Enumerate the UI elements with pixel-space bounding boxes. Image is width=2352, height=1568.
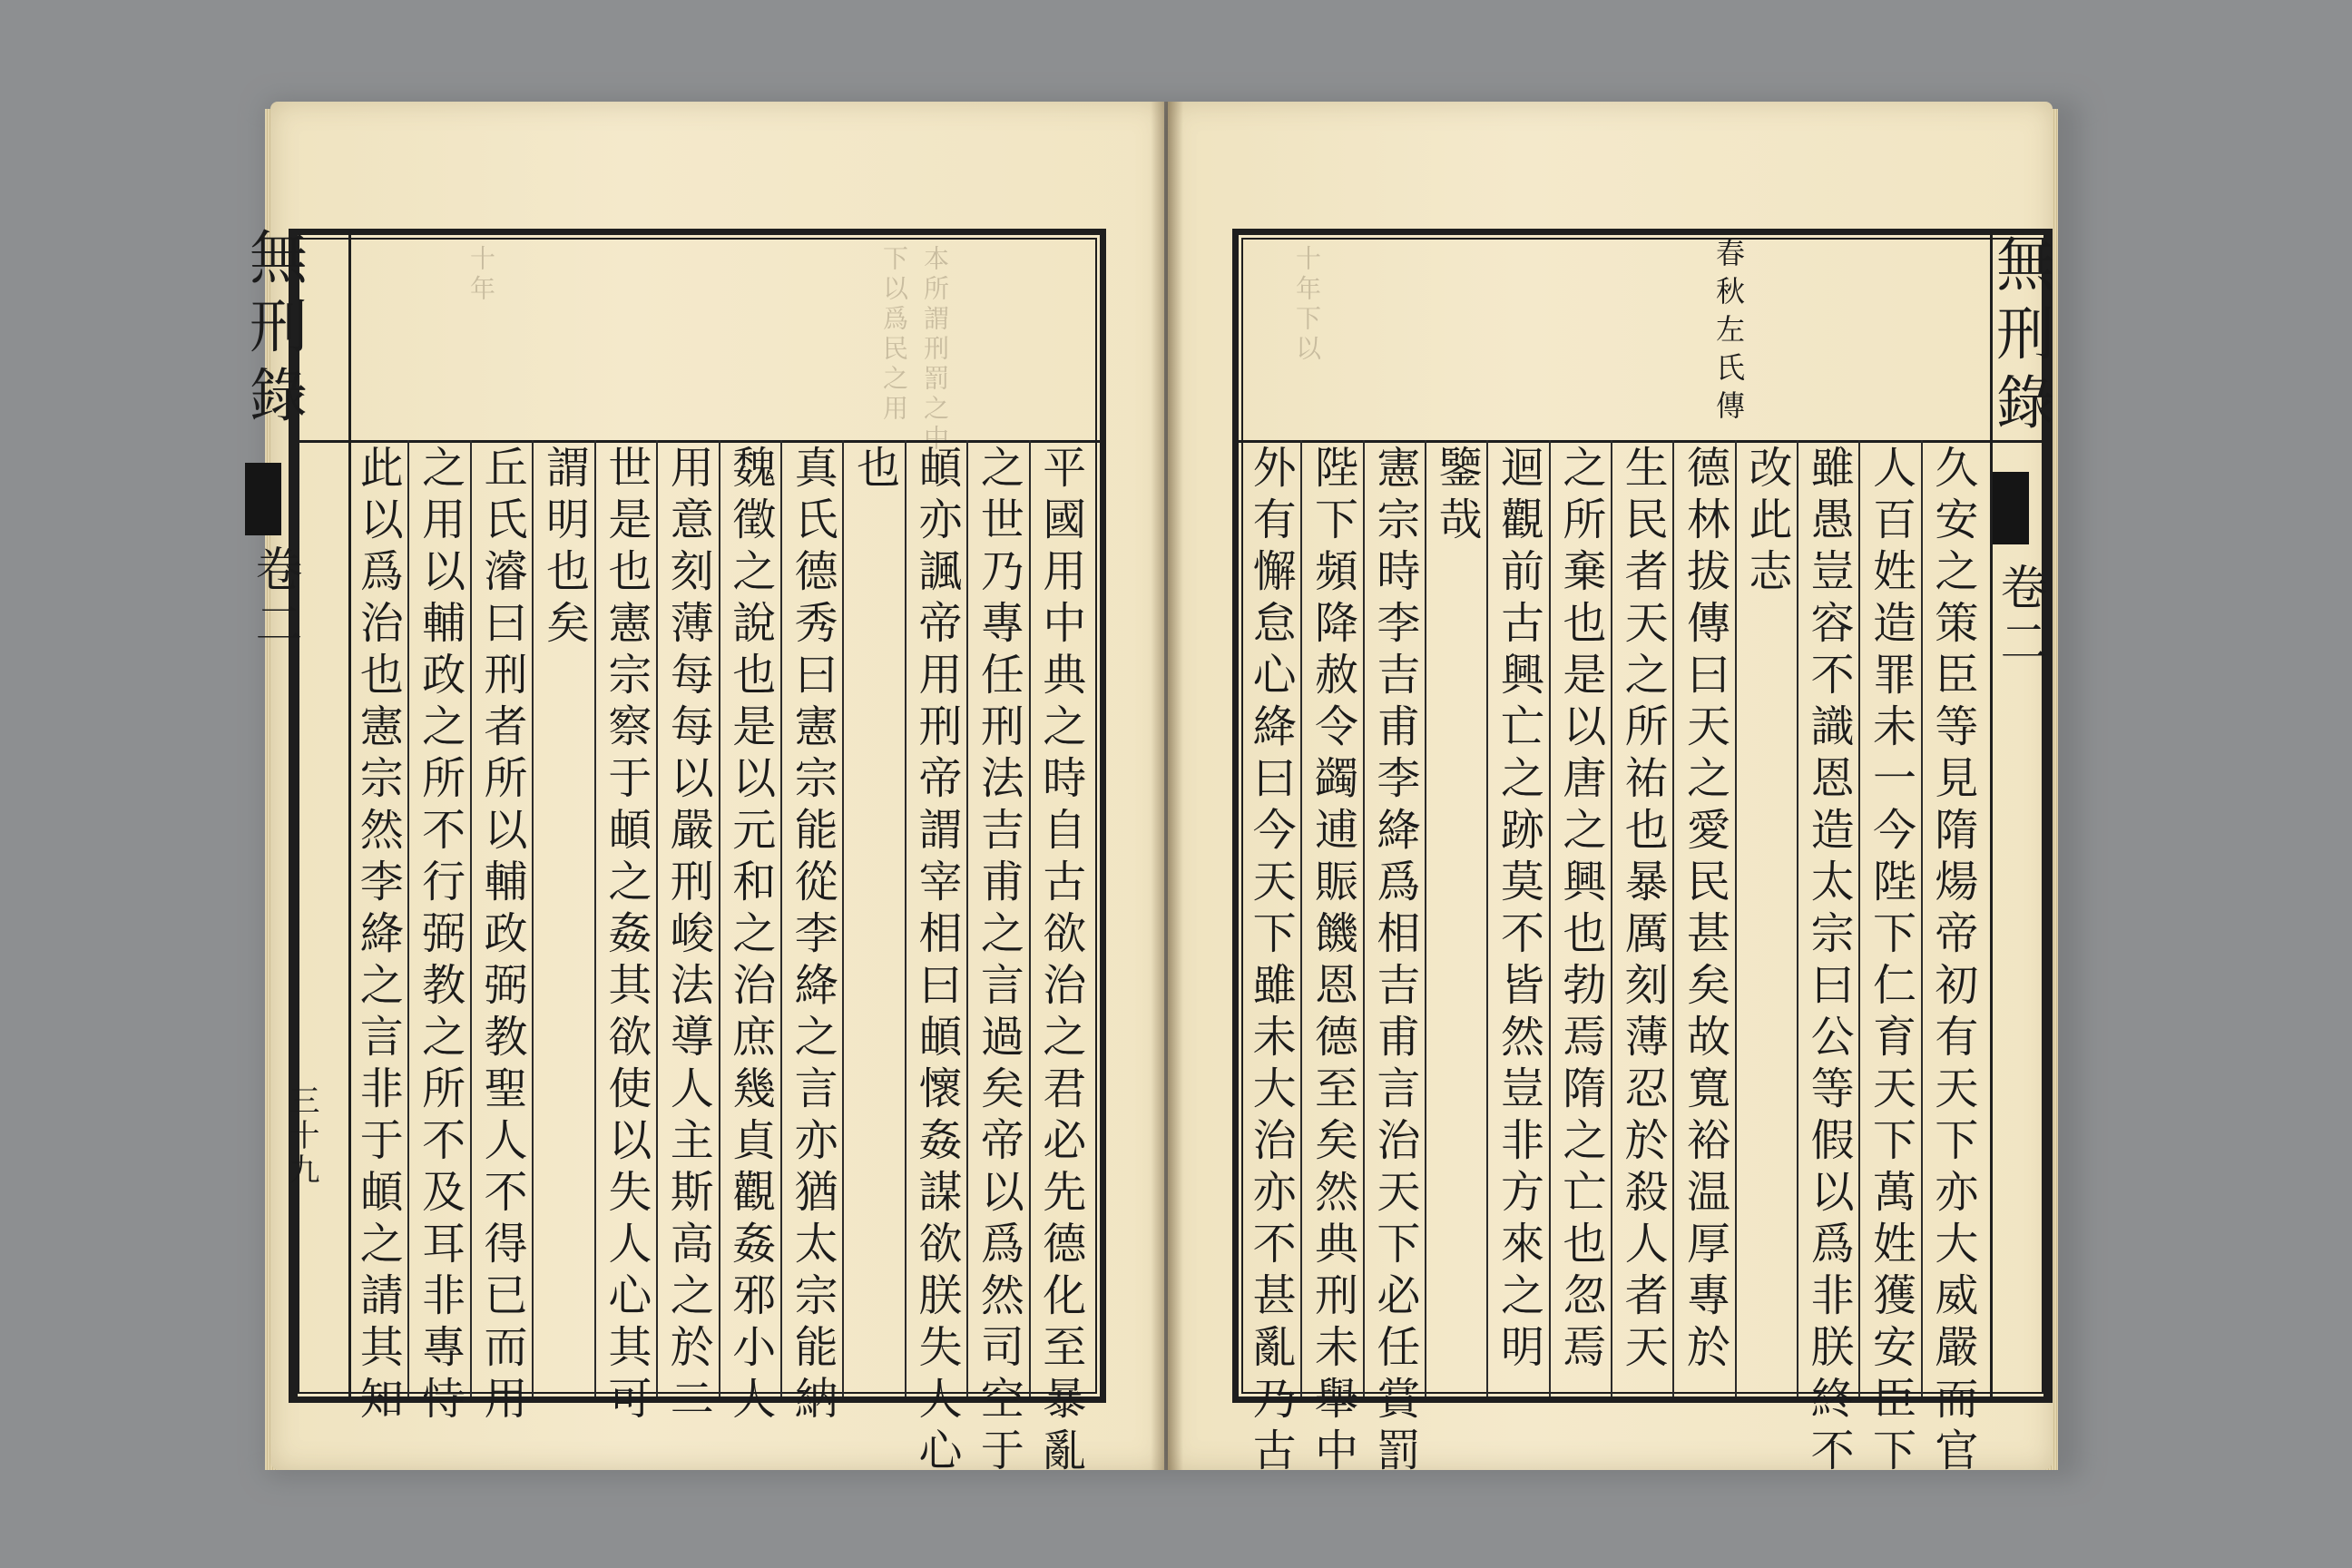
text-column: 之世乃專任刑法吉甫之言過矣帝以爲然司空于 xyxy=(973,445,1024,1479)
text-column: 謂明也矣 xyxy=(538,445,590,652)
column-rule xyxy=(1425,440,1426,1396)
text-column: 真氏德秀曰憲宗能從李絳之言亦猶太宗能納 xyxy=(787,445,838,1427)
left-header-band xyxy=(295,235,1100,443)
column-rule xyxy=(1858,440,1860,1396)
text-column: 德林拔傳曰天之愛民甚矣故寬裕温厚專於 xyxy=(1679,445,1730,1376)
text-column: 也 xyxy=(848,445,900,496)
column-rule xyxy=(1486,440,1488,1396)
text-column: 人百姓造罪未一今陛下仁育天下萬姓獲安臣下 xyxy=(1865,445,1916,1479)
left-fishtail-mark xyxy=(245,463,281,535)
text-column: 丘氏濬曰刑者所以輔政弼教聖人不得已而用 xyxy=(476,445,528,1427)
column-rule xyxy=(594,440,596,1396)
book-gutter xyxy=(1151,102,1183,1470)
text-column: 世是也憲宗察于頔之姦其欲使以失人心其可 xyxy=(600,445,652,1427)
column-rule xyxy=(407,440,409,1396)
right-margin-title: 無刑錄 xyxy=(1986,234,2053,441)
column-rule xyxy=(966,440,968,1396)
column-rule xyxy=(1363,440,1365,1396)
column-rule xyxy=(1611,440,1612,1396)
text-column: 久安之策臣等見隋煬帝初有天下亦大威嚴而官 xyxy=(1926,445,1978,1479)
text-column: 平國用中典之時自古欲治之君必先德化至暴亂 xyxy=(1034,445,1086,1479)
text-column: 外有懈怠心絳曰今天下雖未大治亦不甚亂乃古 xyxy=(1245,445,1297,1479)
column-rule xyxy=(842,440,844,1396)
bleed-through-text: 十年 xyxy=(466,245,496,305)
text-column: 生民者天之所祐也暴厲刻薄忍於殺人者天 xyxy=(1617,445,1669,1376)
column-rule xyxy=(470,440,472,1396)
column-rule xyxy=(656,440,658,1396)
left-margin-title: 無刑錄 xyxy=(240,227,307,434)
right-fishtail-mark xyxy=(1993,472,2029,544)
bleed-through-text: 下以爲民之用 xyxy=(879,245,909,425)
column-rule xyxy=(1921,440,1923,1396)
left-page-number: 三十九 xyxy=(283,1084,319,1188)
text-column: 之所棄也是以唐之興也勃焉隋之亡也忽焉 xyxy=(1554,445,1606,1376)
column-rule xyxy=(1735,440,1737,1396)
text-column: 雖愚豈容不識恩造太宗曰公等假以爲非朕終不 xyxy=(1803,445,1855,1479)
column-rule xyxy=(1029,440,1031,1396)
column-rule xyxy=(1797,440,1798,1396)
text-column: 迴觀前古興亡之跡莫不皆然豈非方來之明 xyxy=(1493,445,1544,1376)
column-rule xyxy=(1672,440,1674,1396)
text-column: 頔亦諷帝用刑帝謂宰相曰頔懷姦謀欲朕失人心 xyxy=(910,445,962,1479)
text-column: 之用以輔政之所不行弼教之所不及耳非專恃 xyxy=(414,445,466,1427)
text-column: 此以爲治也憲宗然李絳之言非于頔之請其知 xyxy=(352,445,404,1427)
bleed-through-text: 本所謂刑罰之中 xyxy=(920,245,950,455)
left-juan-label: 卷二 xyxy=(247,544,301,653)
text-column: 憲宗時李吉甫李絳爲相吉甫言治天下必任賞罰 xyxy=(1368,445,1420,1479)
text-column: 用意刻薄每每以嚴刑峻法導人主斯高之於二 xyxy=(662,445,714,1427)
bleed-through-text: 十年下以 xyxy=(1292,245,1322,365)
text-column: 魏徵之說也是以元和之治庶幾貞觀姦邪小人 xyxy=(724,445,776,1427)
right-header-band xyxy=(1239,235,2046,443)
column-rule xyxy=(719,440,720,1396)
column-rule xyxy=(532,440,534,1396)
text-column: 改此志 xyxy=(1740,445,1792,600)
text-column: 陛下頻降赦令蠲逋賑饑恩德至矣然典刑未舉中 xyxy=(1307,445,1358,1479)
text-column: 鑒哉 xyxy=(1431,445,1483,548)
column-rule xyxy=(905,440,906,1396)
column-rule xyxy=(1549,440,1551,1396)
column-rule xyxy=(780,440,782,1396)
right-juan-label: 卷二 xyxy=(1992,563,2046,671)
column-rule xyxy=(1300,440,1302,1396)
header-annotation: 春秋左氏傳 xyxy=(1711,238,1746,428)
